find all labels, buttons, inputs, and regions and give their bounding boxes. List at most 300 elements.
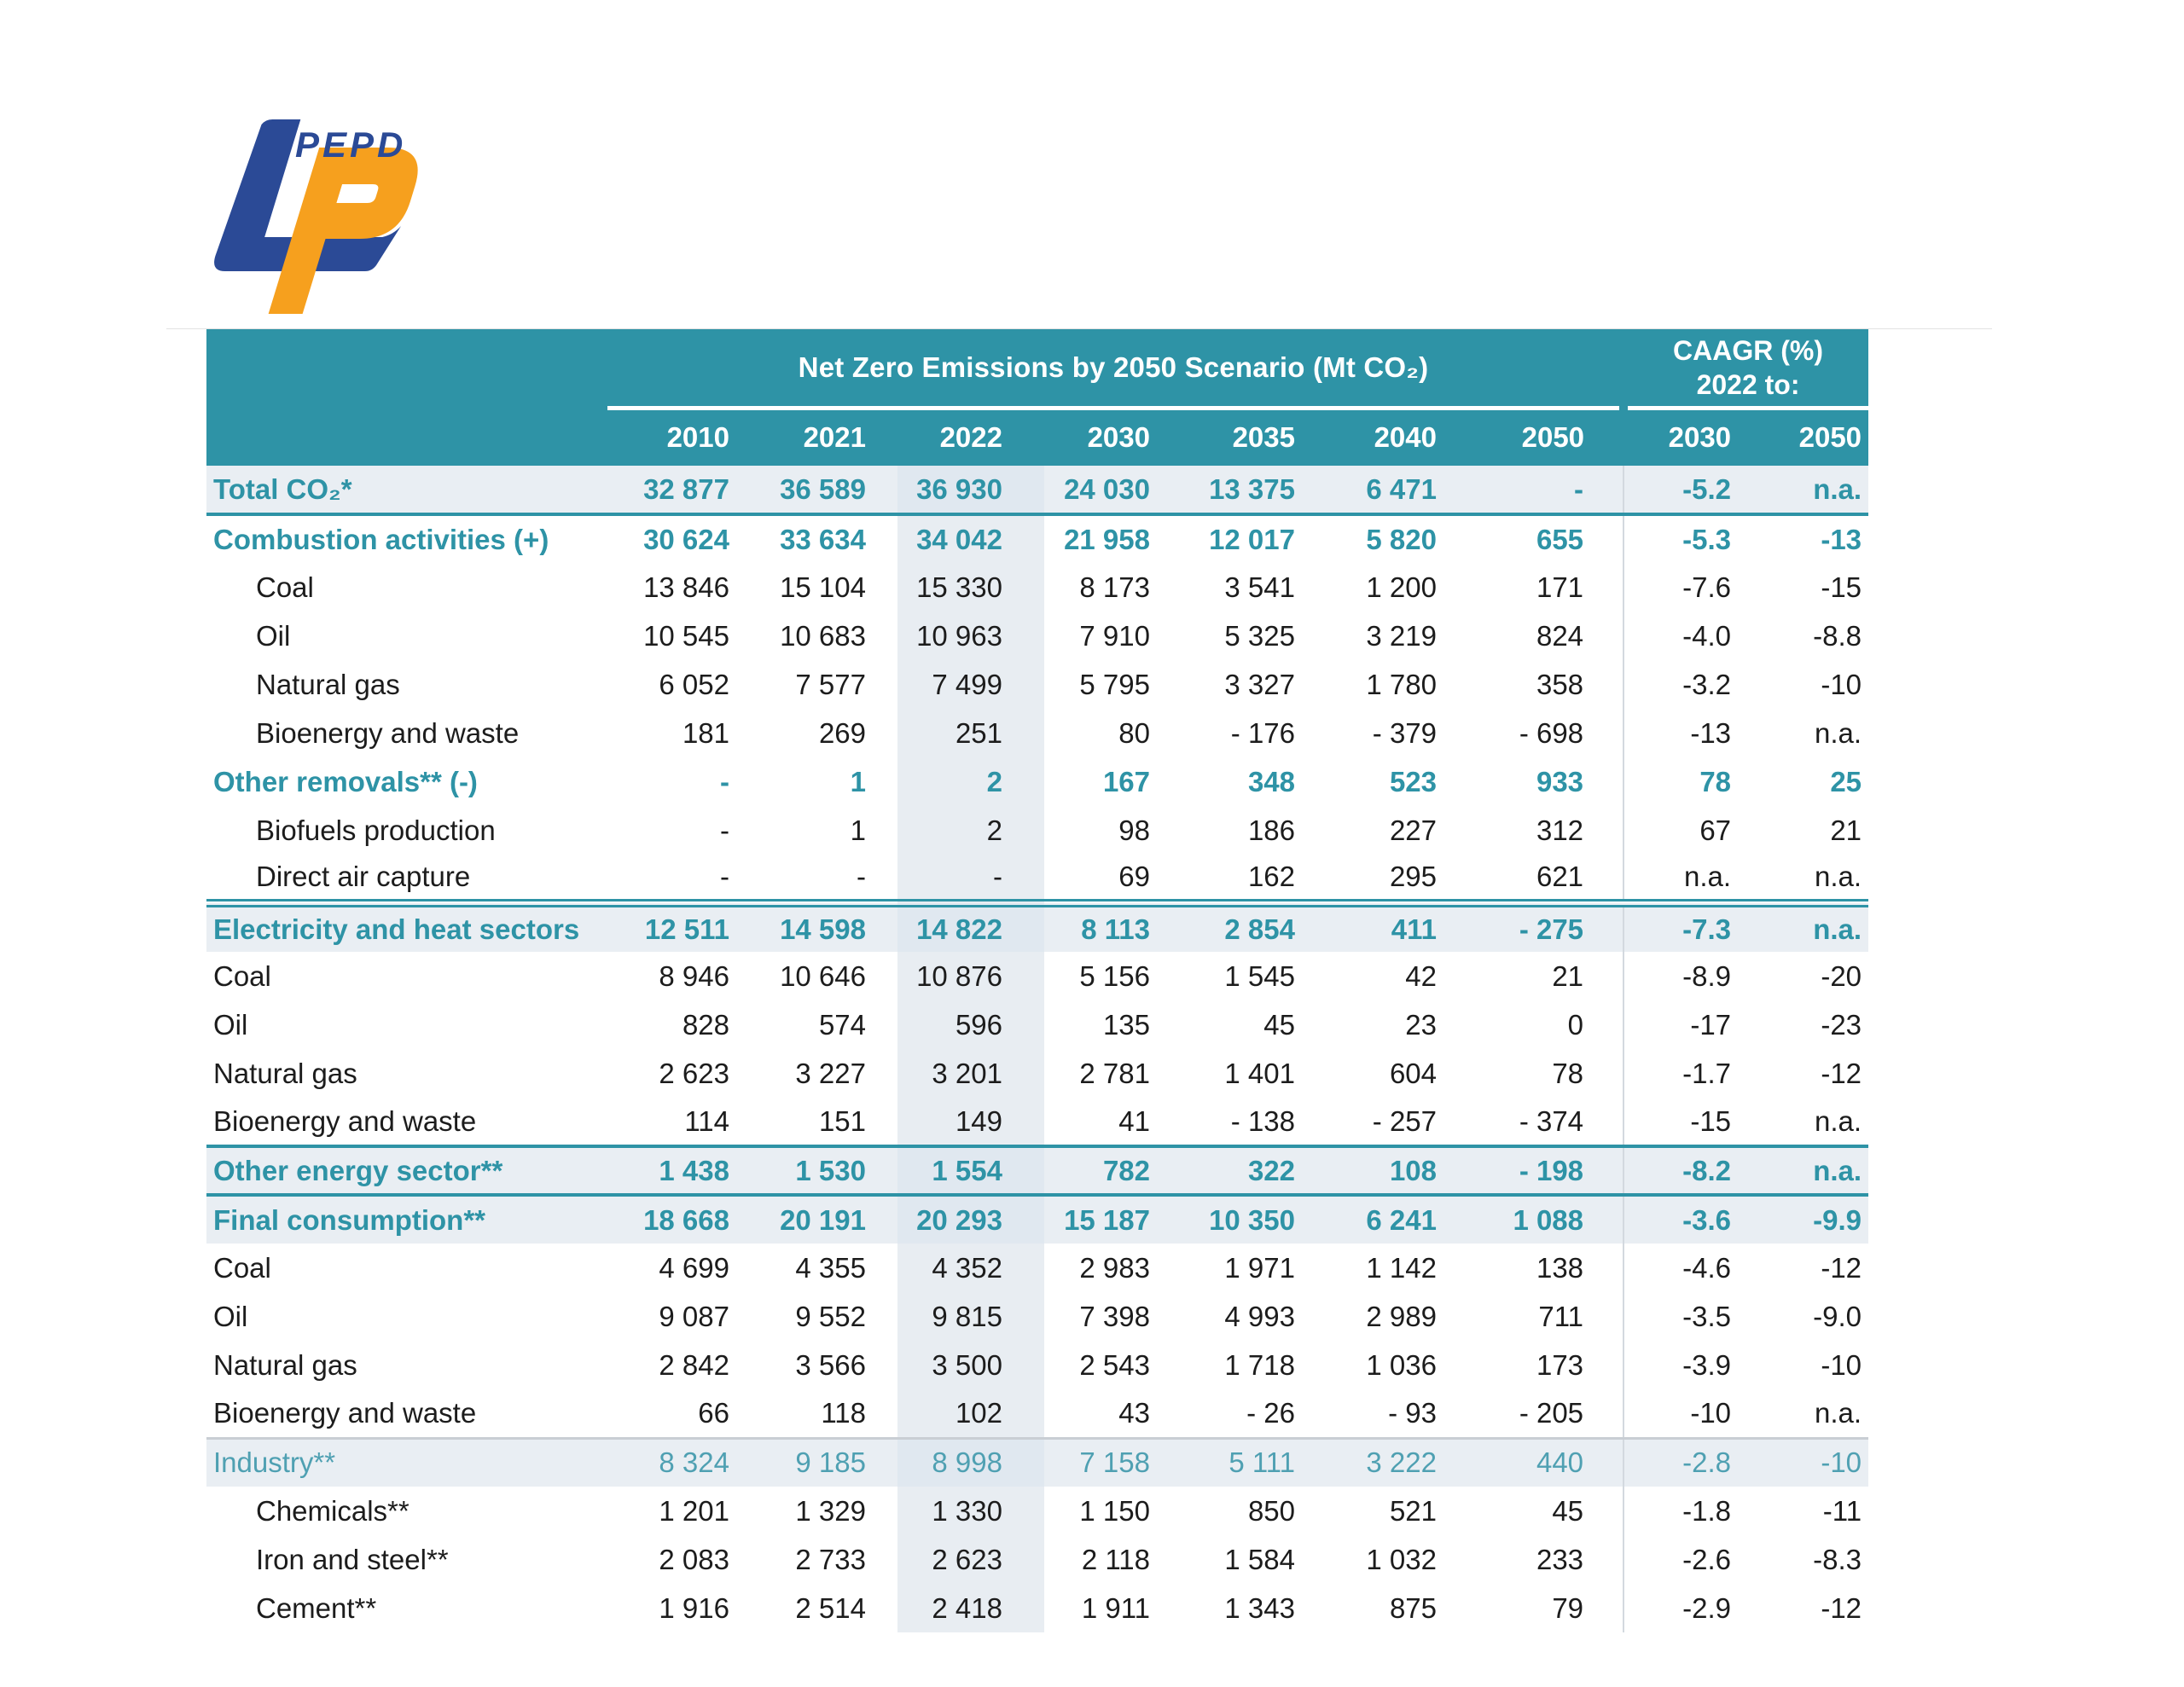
value-cell-2030: 98 — [1044, 806, 1190, 855]
value-cell-2021: 269 — [741, 709, 897, 757]
value-cell-2030: 24 030 — [1044, 466, 1190, 514]
value-cell-2030: 43 — [1044, 1389, 1190, 1438]
row-label: Oil — [256, 619, 291, 652]
value-cell-2010: 8 324 — [607, 1438, 741, 1487]
row-label-cell — [206, 1244, 607, 1292]
value-cell-2021: 10 646 — [741, 952, 897, 1000]
table-row — [206, 1244, 1868, 1292]
value-cell-2010: 2 842 — [607, 1341, 741, 1389]
row-label-cell — [206, 806, 607, 855]
value-cell-2010: - — [607, 855, 741, 903]
value-cell-2030: 41 — [1044, 1098, 1190, 1146]
value-cell-caagr-2030: -15 — [1623, 1098, 1745, 1146]
value-cell-2050: 358 — [1478, 660, 1623, 709]
logo-wordmark: PEPD — [295, 125, 407, 165]
row-label: Natural gas — [256, 668, 400, 700]
value-cell-caagr-2050: -9.9 — [1745, 1195, 1868, 1244]
row-label-cell — [206, 1438, 607, 1487]
value-cell-2022: 10 963 — [897, 612, 1044, 660]
value-cell-2022: 102 — [897, 1389, 1044, 1438]
value-cell-2050: - 374 — [1478, 1098, 1623, 1146]
value-cell-2010: 66 — [607, 1389, 741, 1438]
value-cell-caagr-2050: -8.3 — [1745, 1535, 1868, 1584]
value-cell-2021: 2 733 — [741, 1535, 897, 1584]
row-label: Oil — [213, 1300, 248, 1332]
table-row — [206, 1389, 1868, 1438]
value-cell-2050: 45 — [1478, 1487, 1623, 1535]
row-label-cell — [206, 612, 607, 660]
emissions-table — [206, 329, 1868, 1632]
value-cell-2035: 1 343 — [1190, 1584, 1333, 1632]
value-cell-2021: 4 355 — [741, 1244, 897, 1292]
value-cell-2040: 108 — [1333, 1146, 1478, 1195]
row-label: Coal — [256, 571, 314, 603]
row-label-cell — [206, 660, 607, 709]
table-row — [206, 660, 1868, 709]
value-cell-2050: 138 — [1478, 1244, 1623, 1292]
value-cell-2035: 186 — [1190, 806, 1333, 855]
value-cell-caagr-2030: -3.2 — [1623, 660, 1745, 709]
row-label: Oil — [213, 1008, 248, 1041]
value-cell-2030: 7 398 — [1044, 1292, 1190, 1341]
value-cell-2021: 9 552 — [741, 1292, 897, 1341]
value-cell-2010: - — [607, 806, 741, 855]
value-cell-2035: 1 401 — [1190, 1049, 1333, 1098]
value-cell-2040: 1 142 — [1333, 1244, 1478, 1292]
row-label: Coal — [213, 1251, 271, 1284]
value-cell-2021: - — [741, 855, 897, 903]
value-cell-2030: 2 543 — [1044, 1341, 1190, 1389]
value-cell-caagr-2050: 21 — [1745, 806, 1868, 855]
pepd-logo — [210, 109, 435, 339]
row-label: Combustion activities (+) — [213, 523, 549, 555]
value-cell-2050: 312 — [1478, 806, 1623, 855]
value-cell-2010: 1 201 — [607, 1487, 741, 1535]
value-cell-2050: 711 — [1478, 1292, 1623, 1341]
table-row — [206, 1341, 1868, 1389]
value-cell-2022: 1 554 — [897, 1146, 1044, 1195]
value-cell-2040: - 379 — [1333, 709, 1478, 757]
value-cell-2050: - 205 — [1478, 1389, 1623, 1438]
value-cell-2040: 523 — [1333, 757, 1478, 806]
value-cell-caagr-2050: -13 — [1745, 514, 1868, 563]
value-cell-2040: 604 — [1333, 1049, 1478, 1098]
value-cell-2035: 5 325 — [1190, 612, 1333, 660]
value-cell-caagr-2030: 67 — [1623, 806, 1745, 855]
value-cell-caagr-2030: -8.2 — [1623, 1146, 1745, 1195]
table-row — [206, 1487, 1868, 1535]
row-label: Biofuels production — [256, 814, 496, 846]
value-cell-caagr-2030: -3.9 — [1623, 1341, 1745, 1389]
value-cell-2021: 9 185 — [741, 1438, 897, 1487]
value-cell-2035: - 138 — [1190, 1098, 1333, 1146]
value-cell-2010: 2 083 — [607, 1535, 741, 1584]
header-corner-cell — [206, 329, 607, 408]
table-row — [206, 1584, 1868, 1632]
value-cell-2050: 824 — [1478, 612, 1623, 660]
value-cell-2010: 10 545 — [607, 612, 741, 660]
table-row — [206, 1146, 1868, 1195]
value-cell-2021: 15 104 — [741, 563, 897, 612]
row-label: Cement** — [256, 1591, 377, 1624]
value-cell-2022: 2 — [897, 806, 1044, 855]
row-label: Bioenergy and waste — [213, 1396, 477, 1429]
caagr-column-header: 2050 — [1745, 408, 1868, 466]
row-label: Other removals** (-) — [213, 765, 478, 797]
value-cell-2022: 596 — [897, 1000, 1044, 1049]
value-cell-2010: 6 052 — [607, 660, 741, 709]
value-cell-2035: - 26 — [1190, 1389, 1333, 1438]
value-cell-2010: 2 623 — [607, 1049, 741, 1098]
value-cell-2040: 875 — [1333, 1584, 1478, 1632]
value-cell-2010: 1 438 — [607, 1146, 741, 1195]
value-cell-2050: 79 — [1478, 1584, 1623, 1632]
value-cell-2050: - 275 — [1478, 903, 1623, 952]
value-cell-caagr-2050: -23 — [1745, 1000, 1868, 1049]
row-label: Coal — [213, 959, 271, 992]
value-cell-2050: 21 — [1478, 952, 1623, 1000]
value-cell-2021: 33 634 — [741, 514, 897, 563]
value-cell-2010: 9 087 — [607, 1292, 741, 1341]
value-cell-2030: 8 113 — [1044, 903, 1190, 952]
table-row — [206, 1535, 1868, 1584]
value-cell-2022: 8 998 — [897, 1438, 1044, 1487]
value-cell-2035: 2 854 — [1190, 903, 1333, 952]
value-cell-2040: 3 222 — [1333, 1438, 1478, 1487]
value-cell-caagr-2050: n.a. — [1745, 1146, 1868, 1195]
value-cell-2021: 3 566 — [741, 1341, 897, 1389]
value-cell-2050: 621 — [1478, 855, 1623, 903]
row-label-cell — [206, 466, 607, 514]
value-cell-2010: 181 — [607, 709, 741, 757]
value-cell-2040: 1 036 — [1333, 1341, 1478, 1389]
value-cell-2022: 34 042 — [897, 514, 1044, 563]
value-cell-caagr-2030: -17 — [1623, 1000, 1745, 1049]
caagr-title-line1: CAAGR (%) — [1673, 334, 1824, 366]
value-cell-2050: 655 — [1478, 514, 1623, 563]
value-cell-2010: 1 916 — [607, 1584, 741, 1632]
table-row — [206, 514, 1868, 563]
value-cell-2035: 1 971 — [1190, 1244, 1333, 1292]
value-cell-2022: 3 500 — [897, 1341, 1044, 1389]
value-cell-2035: - 176 — [1190, 709, 1333, 757]
row-label: Total CO₂* — [213, 472, 352, 505]
value-cell-caagr-2030: -10 — [1623, 1389, 1745, 1438]
value-cell-caagr-2030: -2.8 — [1623, 1438, 1745, 1487]
value-cell-2035: 3 541 — [1190, 563, 1333, 612]
value-cell-2010: 32 877 — [607, 466, 741, 514]
value-cell-2022: 14 822 — [897, 903, 1044, 952]
value-cell-caagr-2030: -13 — [1623, 709, 1745, 757]
value-cell-2050: 933 — [1478, 757, 1623, 806]
value-cell-2022: 2 623 — [897, 1535, 1044, 1584]
value-cell-caagr-2030: -2.6 — [1623, 1535, 1745, 1584]
value-cell-caagr-2050: -15 — [1745, 563, 1868, 612]
value-cell-2022: 149 — [897, 1098, 1044, 1146]
value-cell-2030: 5 795 — [1044, 660, 1190, 709]
value-cell-2035: 1 718 — [1190, 1341, 1333, 1389]
value-cell-2021: 574 — [741, 1000, 897, 1049]
value-cell-2050: - 198 — [1478, 1146, 1623, 1195]
year-column-header: 2021 — [741, 408, 897, 466]
value-cell-caagr-2030: -4.6 — [1623, 1244, 1745, 1292]
year-column-header: 2022 — [897, 408, 1044, 466]
value-cell-2035: 1 545 — [1190, 952, 1333, 1000]
year-column-header: 2010 — [607, 408, 741, 466]
value-cell-2035: 13 375 — [1190, 466, 1333, 514]
value-cell-2021: 1 — [741, 757, 897, 806]
value-cell-caagr-2030: -7.6 — [1623, 563, 1745, 612]
value-cell-2035: 348 — [1190, 757, 1333, 806]
value-cell-caagr-2050: n.a. — [1745, 466, 1868, 514]
value-cell-caagr-2030: -3.5 — [1623, 1292, 1745, 1341]
value-cell-2035: 1 584 — [1190, 1535, 1333, 1584]
year-label-empty — [206, 408, 607, 466]
value-cell-2035: 322 — [1190, 1146, 1333, 1195]
value-cell-caagr-2050: 25 — [1745, 757, 1868, 806]
value-cell-2021: 14 598 — [741, 903, 897, 952]
value-cell-2030: 782 — [1044, 1146, 1190, 1195]
table-row — [206, 709, 1868, 757]
table-row — [206, 466, 1868, 514]
value-cell-caagr-2050: -20 — [1745, 952, 1868, 1000]
value-cell-2030: 2 983 — [1044, 1244, 1190, 1292]
value-cell-2010: 12 511 — [607, 903, 741, 952]
row-label-cell — [206, 1049, 607, 1098]
value-cell-2040: 6 471 — [1333, 466, 1478, 514]
value-cell-caagr-2050: -10 — [1745, 1438, 1868, 1487]
value-cell-2035: 850 — [1190, 1487, 1333, 1535]
table-row — [206, 855, 1868, 903]
value-cell-2050: 78 — [1478, 1049, 1623, 1098]
table-row — [206, 1098, 1868, 1146]
value-cell-2040: - 257 — [1333, 1098, 1478, 1146]
value-cell-caagr-2050: -8.8 — [1745, 612, 1868, 660]
value-cell-2050: 440 — [1478, 1438, 1623, 1487]
value-cell-caagr-2030: n.a. — [1623, 855, 1745, 903]
value-cell-2050: - — [1478, 466, 1623, 514]
table-row — [206, 1292, 1868, 1341]
value-cell-2050: 0 — [1478, 1000, 1623, 1049]
row-label-cell — [206, 855, 607, 903]
value-cell-caagr-2050: -12 — [1745, 1584, 1868, 1632]
value-cell-caagr-2030: -5.2 — [1623, 466, 1745, 514]
value-cell-2010: 4 699 — [607, 1244, 741, 1292]
value-cell-2010: 13 846 — [607, 563, 741, 612]
row-label-cell — [206, 1000, 607, 1049]
value-cell-2035: 12 017 — [1190, 514, 1333, 563]
value-cell-2040: 5 820 — [1333, 514, 1478, 563]
value-cell-2022: 9 815 — [897, 1292, 1044, 1341]
value-cell-caagr-2030: -7.3 — [1623, 903, 1745, 952]
value-cell-2030: 21 958 — [1044, 514, 1190, 563]
value-cell-2021: 3 227 — [741, 1049, 897, 1098]
row-label-cell — [206, 514, 607, 563]
year-column-header: 2035 — [1190, 408, 1333, 466]
value-cell-2040: 1 032 — [1333, 1535, 1478, 1584]
value-cell-2021: 1 — [741, 806, 897, 855]
value-cell-caagr-2050: n.a. — [1745, 709, 1868, 757]
table-row — [206, 1195, 1868, 1244]
row-label: Industry** — [213, 1446, 336, 1479]
caagr-title-line2: 2022 to: — [1696, 368, 1800, 400]
value-cell-2010: - — [607, 757, 741, 806]
value-cell-2035: 5 111 — [1190, 1438, 1333, 1487]
value-cell-2010: 8 946 — [607, 952, 741, 1000]
value-cell-caagr-2050: -9.0 — [1745, 1292, 1868, 1341]
value-cell-caagr-2030: -2.9 — [1623, 1584, 1745, 1632]
value-cell-2021: 1 329 — [741, 1487, 897, 1535]
value-cell-caagr-2050: -11 — [1745, 1487, 1868, 1535]
table-row — [206, 1438, 1868, 1487]
value-cell-2022: 251 — [897, 709, 1044, 757]
value-cell-2030: 135 — [1044, 1000, 1190, 1049]
value-cell-2022: 4 352 — [897, 1244, 1044, 1292]
row-label-cell — [206, 757, 607, 806]
value-cell-2022: - — [897, 855, 1044, 903]
value-cell-caagr-2030: -3.6 — [1623, 1195, 1745, 1244]
value-cell-2022: 2 — [897, 757, 1044, 806]
row-label-cell — [206, 1146, 607, 1195]
value-cell-2030: 7 910 — [1044, 612, 1190, 660]
table-row — [206, 563, 1868, 612]
value-cell-caagr-2050: -12 — [1745, 1244, 1868, 1292]
value-cell-2030: 7 158 — [1044, 1438, 1190, 1487]
row-label-cell — [206, 1292, 607, 1341]
value-cell-2040: 42 — [1333, 952, 1478, 1000]
value-cell-2040: 1 200 — [1333, 563, 1478, 612]
value-cell-caagr-2050: -10 — [1745, 1341, 1868, 1389]
value-cell-2022: 10 876 — [897, 952, 1044, 1000]
value-cell-2030: 5 156 — [1044, 952, 1190, 1000]
value-cell-caagr-2030: -1.7 — [1623, 1049, 1745, 1098]
table-body — [206, 466, 1868, 1632]
value-cell-2010: 18 668 — [607, 1195, 741, 1244]
value-cell-2022: 3 201 — [897, 1049, 1044, 1098]
value-cell-2030: 2 781 — [1044, 1049, 1190, 1098]
header-year-row — [206, 408, 1868, 466]
value-cell-2022: 1 330 — [897, 1487, 1044, 1535]
caagr-title — [1623, 329, 1868, 408]
value-cell-2030: 69 — [1044, 855, 1190, 903]
row-label-cell — [206, 1098, 607, 1146]
row-label: Final consumption** — [213, 1203, 486, 1236]
year-column-header: 2050 — [1478, 408, 1623, 466]
emissions-table-container — [206, 329, 1868, 1632]
value-cell-2050: 171 — [1478, 563, 1623, 612]
value-cell-2040: 1 780 — [1333, 660, 1478, 709]
row-label: Natural gas — [213, 1348, 357, 1381]
row-label-cell — [206, 1584, 607, 1632]
value-cell-2021: 1 530 — [741, 1146, 897, 1195]
value-cell-2030: 8 173 — [1044, 563, 1190, 612]
value-cell-2022: 20 293 — [897, 1195, 1044, 1244]
value-cell-2030: 167 — [1044, 757, 1190, 806]
value-cell-2022: 7 499 — [897, 660, 1044, 709]
value-cell-caagr-2030: -8.9 — [1623, 952, 1745, 1000]
value-cell-2050: 233 — [1478, 1535, 1623, 1584]
value-cell-2035: 10 350 — [1190, 1195, 1333, 1244]
value-cell-2040: 3 219 — [1333, 612, 1478, 660]
year-column-header: 2040 — [1333, 408, 1478, 466]
row-label-cell — [206, 1487, 607, 1535]
table-row — [206, 1049, 1868, 1098]
table-row — [206, 757, 1868, 806]
row-label-cell — [206, 1535, 607, 1584]
value-cell-2021: 151 — [741, 1098, 897, 1146]
pepd-logo-graphic — [210, 109, 435, 339]
row-label: Other energy sector** — [213, 1154, 503, 1186]
row-label-cell — [206, 709, 607, 757]
value-cell-2022: 15 330 — [897, 563, 1044, 612]
row-label: Iron and steel** — [256, 1543, 449, 1575]
row-label: Natural gas — [213, 1057, 357, 1089]
year-column-header: 2030 — [1044, 408, 1190, 466]
value-cell-2050: - 698 — [1478, 709, 1623, 757]
value-cell-2010: 30 624 — [607, 514, 741, 563]
value-cell-caagr-2030: 78 — [1623, 757, 1745, 806]
value-cell-2050: 1 088 — [1478, 1195, 1623, 1244]
value-cell-2040: 521 — [1333, 1487, 1478, 1535]
value-cell-2040: 23 — [1333, 1000, 1478, 1049]
value-cell-2040: 6 241 — [1333, 1195, 1478, 1244]
value-cell-2010: 114 — [607, 1098, 741, 1146]
value-cell-2030: 1 911 — [1044, 1584, 1190, 1632]
value-cell-2010: 828 — [607, 1000, 741, 1049]
value-cell-2035: 3 327 — [1190, 660, 1333, 709]
value-cell-2021: 2 514 — [741, 1584, 897, 1632]
value-cell-2022: 2 418 — [897, 1584, 1044, 1632]
scenario-title: Net Zero Emissions by 2050 Scenario (Mt CO₂) — [607, 329, 1623, 408]
value-cell-2021: 10 683 — [741, 612, 897, 660]
value-cell-2030: 1 150 — [1044, 1487, 1190, 1535]
value-cell-caagr-2050: n.a. — [1745, 855, 1868, 903]
value-cell-2035: 4 993 — [1190, 1292, 1333, 1341]
table-row — [206, 952, 1868, 1000]
value-cell-2040: 411 — [1333, 903, 1478, 952]
value-cell-2021: 7 577 — [741, 660, 897, 709]
value-cell-2021: 20 191 — [741, 1195, 897, 1244]
row-label: Direct air capture — [256, 861, 471, 892]
row-label-cell — [206, 563, 607, 612]
value-cell-caagr-2030: -5.3 — [1623, 514, 1745, 563]
row-label-cell — [206, 1341, 607, 1389]
value-cell-2030: 2 118 — [1044, 1535, 1190, 1584]
value-cell-2030: 80 — [1044, 709, 1190, 757]
table-row — [206, 806, 1868, 855]
value-cell-caagr-2030: -4.0 — [1623, 612, 1745, 660]
row-label: Chemicals** — [256, 1494, 410, 1527]
row-label: Bioenergy and waste — [256, 716, 520, 749]
value-cell-2035: 162 — [1190, 855, 1333, 903]
value-cell-2021: 36 589 — [741, 466, 897, 514]
caagr-column-header: 2030 — [1623, 408, 1745, 466]
value-cell-2021: 118 — [741, 1389, 897, 1438]
value-cell-2022: 36 930 — [897, 466, 1044, 514]
row-label-cell — [206, 903, 607, 952]
row-label: Electricity and heat sectors — [213, 913, 580, 945]
logo-orange-p-shape — [269, 148, 427, 314]
value-cell-2040: 2 989 — [1333, 1292, 1478, 1341]
row-label-cell — [206, 1389, 607, 1438]
value-cell-caagr-2030: -1.8 — [1623, 1487, 1745, 1535]
table-row — [206, 1000, 1868, 1049]
value-cell-caagr-2050: n.a. — [1745, 903, 1868, 952]
value-cell-caagr-2050: n.a. — [1745, 1389, 1868, 1438]
table-row — [206, 612, 1868, 660]
row-label-cell — [206, 952, 607, 1000]
value-cell-2040: 227 — [1333, 806, 1478, 855]
